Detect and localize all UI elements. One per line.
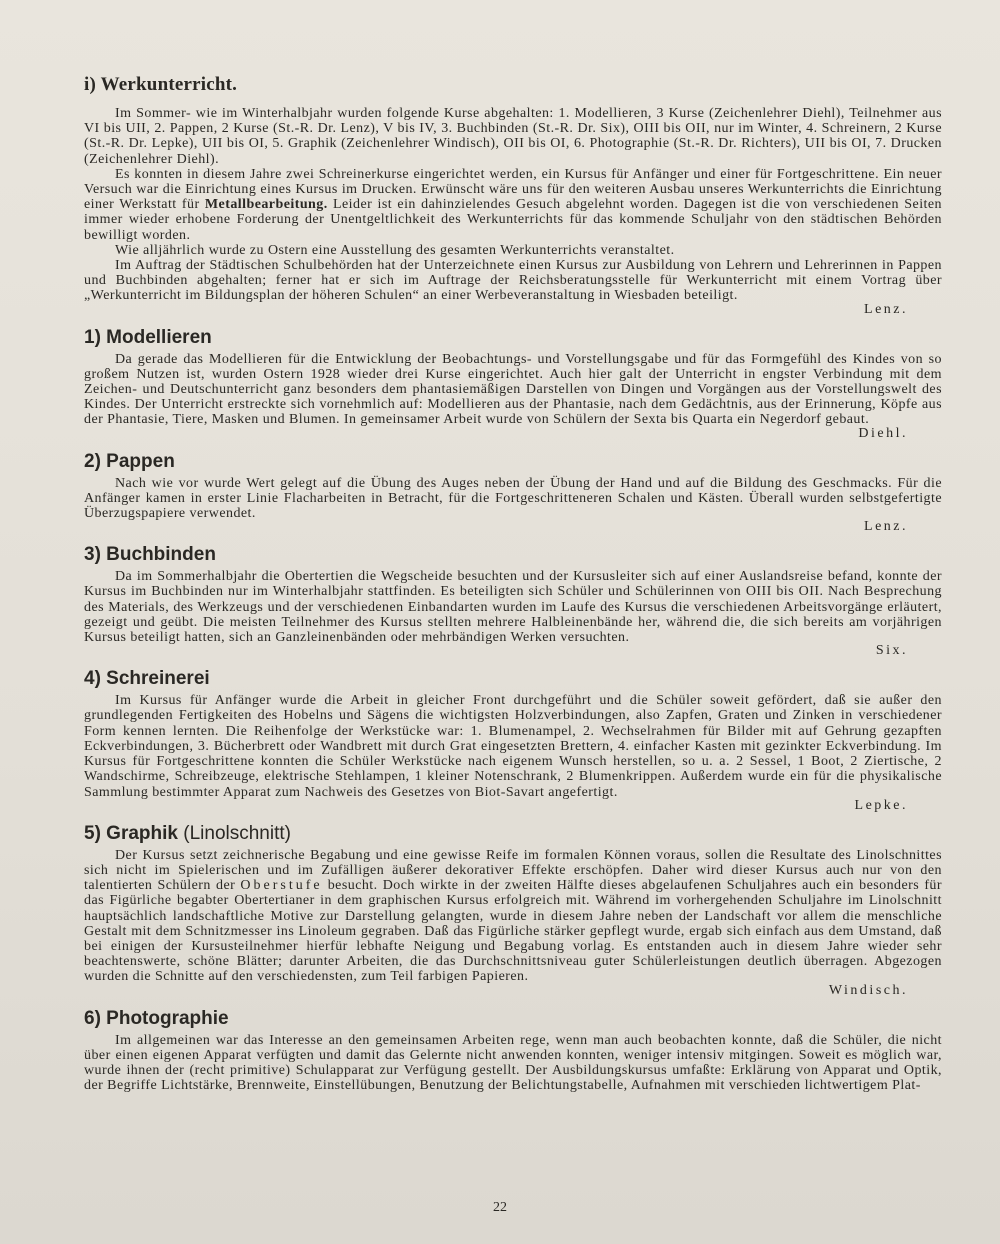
heading-modellieren: 1) Modellieren	[84, 326, 212, 348]
text-run: Der Kursus setzt zeichnerische Begabung und eine gewisse Reife im formalen Können voraus, sollen die Resultate des Linolschnittes sich nicht im Spielerischen und im Zufälligen äußerer dekorativer Effekte erschöpfen. Daher wird dieser Kursus auch nur von den talentierten Schülern der	[84, 847, 942, 894]
heading-pappen: 2) Pappen	[84, 450, 175, 472]
heading-werkunterricht: i) Werkunterricht.	[84, 74, 238, 95]
page-number: 22	[493, 1200, 507, 1215]
section-pappen	[84, 451, 942, 535]
section-modellieren	[84, 327, 942, 441]
signature-lenz: Lenz.	[864, 301, 908, 317]
text-run: Leider ist ein dahinzielendes Gesuch abgelehnt worden. Dagegen ist die von verschiedenen Seiten immer wieder erhobene Forderung der Unentgeltlichkeit des Werkunterrichts für das kommende Schuljahr von den städtischen Behörden bewilligt worden.	[84, 197, 942, 243]
heading-graphik-subtitle: (Linolschnitt)	[177, 822, 291, 844]
signature-diehl: Diehl.	[858, 425, 908, 441]
paragraph-pappen: Nach wie vor wurde Wert gelegt auf die Übung des Auges neben der Übung der Hand und auf die Bildung des Geschmacks. Für die Anfänger kamen in erster Linie Flacharbeiten in Betracht, für die Fortgeschritteneren Schalen und Kästen. Überall wurden selbstgefertigte Überzugspapiere verwendet.	[84, 475, 942, 522]
paragraph-werkunterricht-4: Im Auftrag der Städtischen Schulbehörden hat der Unterzeichnete einen Kursus zur Ausbildung von Lehrern und Lehrerinnen in Pappen und Buchbinden abgehalten; ferner hat er sich im Auftrage der Reichsberatungsstelle für Werkunterricht mit einem Vortrag über „Werkunterricht im Bildungsplan der höheren Schulen“ an einer Werbeveranstaltung in Wiesbaden beteiligt.	[84, 258, 942, 304]
paragraph-photographie: Im allgemeinen war das Interesse an den gemeinsamen Arbeiten rege, wenn man auch beobachten konnte, daß die Schüler, die nicht über einen eigenen Apparat verfügten und damit das Gelernte nicht anwenden konnten, weniger intensiv mitgingen. Soweit es möglich war, wurde ihnen der (recht primitive) Schulapparat zur Verfügung gestellt. Der Ausbildungskursus umfaßte: Erklärung von Apparat und Optik, der Begriffe Lichtstärke, Brennweite, Einstellübungen, Benutzung der Belichtungstabelle, Aufnahmen mit verschieden lichtwertigem Plat-	[84, 1032, 942, 1094]
section-werkunterricht	[84, 74, 942, 317]
emphasis-oberstufe: Oberstufe	[240, 878, 323, 894]
text-run: besucht. Doch wirkte in der zweiten Hälfte dieses abgelaufenen Schuljahres auch ein besonders für das Figürliche begabter Obertertianer in dem graphischen Kursus erfolgreich mit. Während im vorhergehenden Schuljahre im Linolschnitt hauptsächlich landschaftliche Motive zur Darstellung gelangten, wurde in diesem Jahre neben der Landschaft vor allem die menschliche Gestalt mit dem Schnitzmesser ins Linoleum gegraben. Daß das Figürliche stärker gepflegt wurde, ergab sich einfach aus dem Umstand, daß bei einigen der Kursusteilnehmer hierfür lebhafte Neigung und Begabung vorlag. Es entstanden auch in diesem Jahre wieder sehr beachtenswerte, schöne Blätter; darunter Arbeiten, die das Durchschnittsniveau guter Schülerleistungen deutlich überragen. Abgezogen wurden die Schnitte auf den verschiedensten, zum Teil farbigen Papieren.	[84, 878, 942, 985]
heading-graphik	[84, 823, 942, 845]
section-buchbinden	[84, 544, 942, 658]
section-schreinerei	[84, 668, 942, 812]
signature-lepke: Lepke.	[854, 797, 908, 813]
paragraph-graphik	[84, 848, 942, 985]
paragraph-werkunterricht-2	[84, 167, 942, 243]
section-graphik	[84, 823, 942, 998]
paragraph-modellieren: Da gerade das Modellieren für die Entwicklung der Beobachtungs- und Vorstellungsgabe und für das Formgefühl des Kindes von so großem Nutzen ist, wurden Ostern 1928 wieder drei Kurse eingerichtet. Auch hier galt der Unterricht in engster Verbindung mit dem Zeichen- und Deutschunterricht ganz besonders dem phantasiemäßigen Darstellen von Dingen und Vorgängen aus der Vorstellungswelt des Kindes. Der Unterricht erstreckte sich vornehmlich auf: Modellieren aus der Phantasie, nach dem Gedächtnis, aus der Erinnerung, Köpfe aus der Phantasie, Tiere, Masken und Blumen. In gemeinsamer Arbeit wurde von Schülern der Sexta bis Quarta ein Negerdorf gebaut.	[84, 351, 942, 428]
paragraph-werkunterricht-1: Im Sommer- wie im Winterhalbjahr wurden folgende Kurse abgehalten: 1. Modellieren, 3 Kurse (Zeichenlehrer Diehl), Teilnehmer aus VI bis UII, 2. Pappen, 2 Kurse (St.-R. Dr. Lenz), V bis IV, 3. Buchbinden (St.-R. Dr. Six), OIII bis OII, nur im Winter, 4. Schreinern, 2 Kurse (St.-R. Dr. Lepke), UII bis OI, 5. Graphik (Zeichenlehrer Windisch), OII bis OI, 6. Photographie (St.-R. Dr. Richters), UII bis OI, 7. Drucken (Zeichenlehrer Diehl).	[84, 106, 942, 167]
heading-schreinerei: 4) Schreinerei	[84, 668, 210, 690]
section-photographie	[84, 1008, 942, 1094]
signature-six: Six.	[875, 643, 908, 659]
paragraph-schreinerei: Im Kursus für Anfänger wurde die Arbeit in gleicher Front durchgeführt und die Schüler soweit gefördert, daß sie außer den grundlegenden Fertigkeiten des Hobelns und Sägens die wichtigsten Holzverbindungen, also Zapfen, Graten und Zinken in verschiedener Form kennen lernten. Die Reihenfolge der Werkstücke war: 1. Blumenampel, 2. Wechselrahmen für Bilder mit auf Gehrung gezapften Eckverbindungen, 3. Bücherbrett oder Wandbrett mit durch Grat eingesetzten Brettern, 4. einfacher Kasten mit gezinkter Eckverbindung. Im Kursus für Fortgeschrittene konnten die Schüler Werkstücke nach eigenem Wunsch herstellen, so u. a. 2 Sessel, 1 Boot, 2 Ziertische, 2 Wandschirme, Schreibzeuge, elektrische Stehlampen, 1 kleiner Notenschrank, 2 Blumenkrippen. Außerdem wurde ein für die physikalische Sammlung bestimmter Apparat zum Nachweis des Gesetzes von Biot-Savart angefertigt.	[84, 693, 942, 800]
heading-buchbinden: 3) Buchbinden	[84, 544, 216, 566]
paragraph-buchbinden: Da im Sommerhalbjahr die Obertertien die Wegscheide besuchten und der Kursusleiter sich auf einer Auslandsreise befand, konnte der Kursus im Buchbinden nur im Winterhalbjahr stattfinden. Es beteiligten sich Schüler und Schülerinnen von OIII bis OII. Nach Besprechung des Materials, des Werkzeugs und der verschiedenen Einbandarten wurden im Laufe des Kursus die verschiedenen Arbeitsvorgänge erläutert, gezeigt und geübt. Die meisten Teilnehmer des Kursus stellten mehrere Halbleinenbände her, während die, die sich bereits am vorjährigen Kursus beteiligt hatten, sich an Ganzleinenbänden oder mehrbändigen Werken versuchten.	[84, 569, 942, 646]
heading-graphik-title: 5) Graphik	[84, 822, 178, 844]
paragraph-werkunterricht-3: Wie alljährlich wurde zu Ostern eine Ausstellung des gesamten Werkunterrichts veranstaltet.	[115, 242, 675, 258]
text-run: Es konnten in diesem Jahre zwei Schreinerkurse eingerichtet werden, ein Kursus für Anfänger und einer für Fortgeschrittene. Ein neuer Versuch war die Einrichtung eines Kursus im Drucken. Erwünscht wäre uns für den weiteren Ausbau unseres Werkunterrichts die Einrichtung einer Werkstatt für	[84, 166, 942, 213]
signature-windisch: Windisch.	[828, 982, 908, 998]
emphasis-metallbearbeitung: Metallbearbeitung.	[204, 197, 328, 213]
page-content	[84, 74, 942, 1093]
signature-lenz-2: Lenz.	[864, 519, 908, 535]
heading-photographie: 6) Photographie	[84, 1007, 229, 1029]
